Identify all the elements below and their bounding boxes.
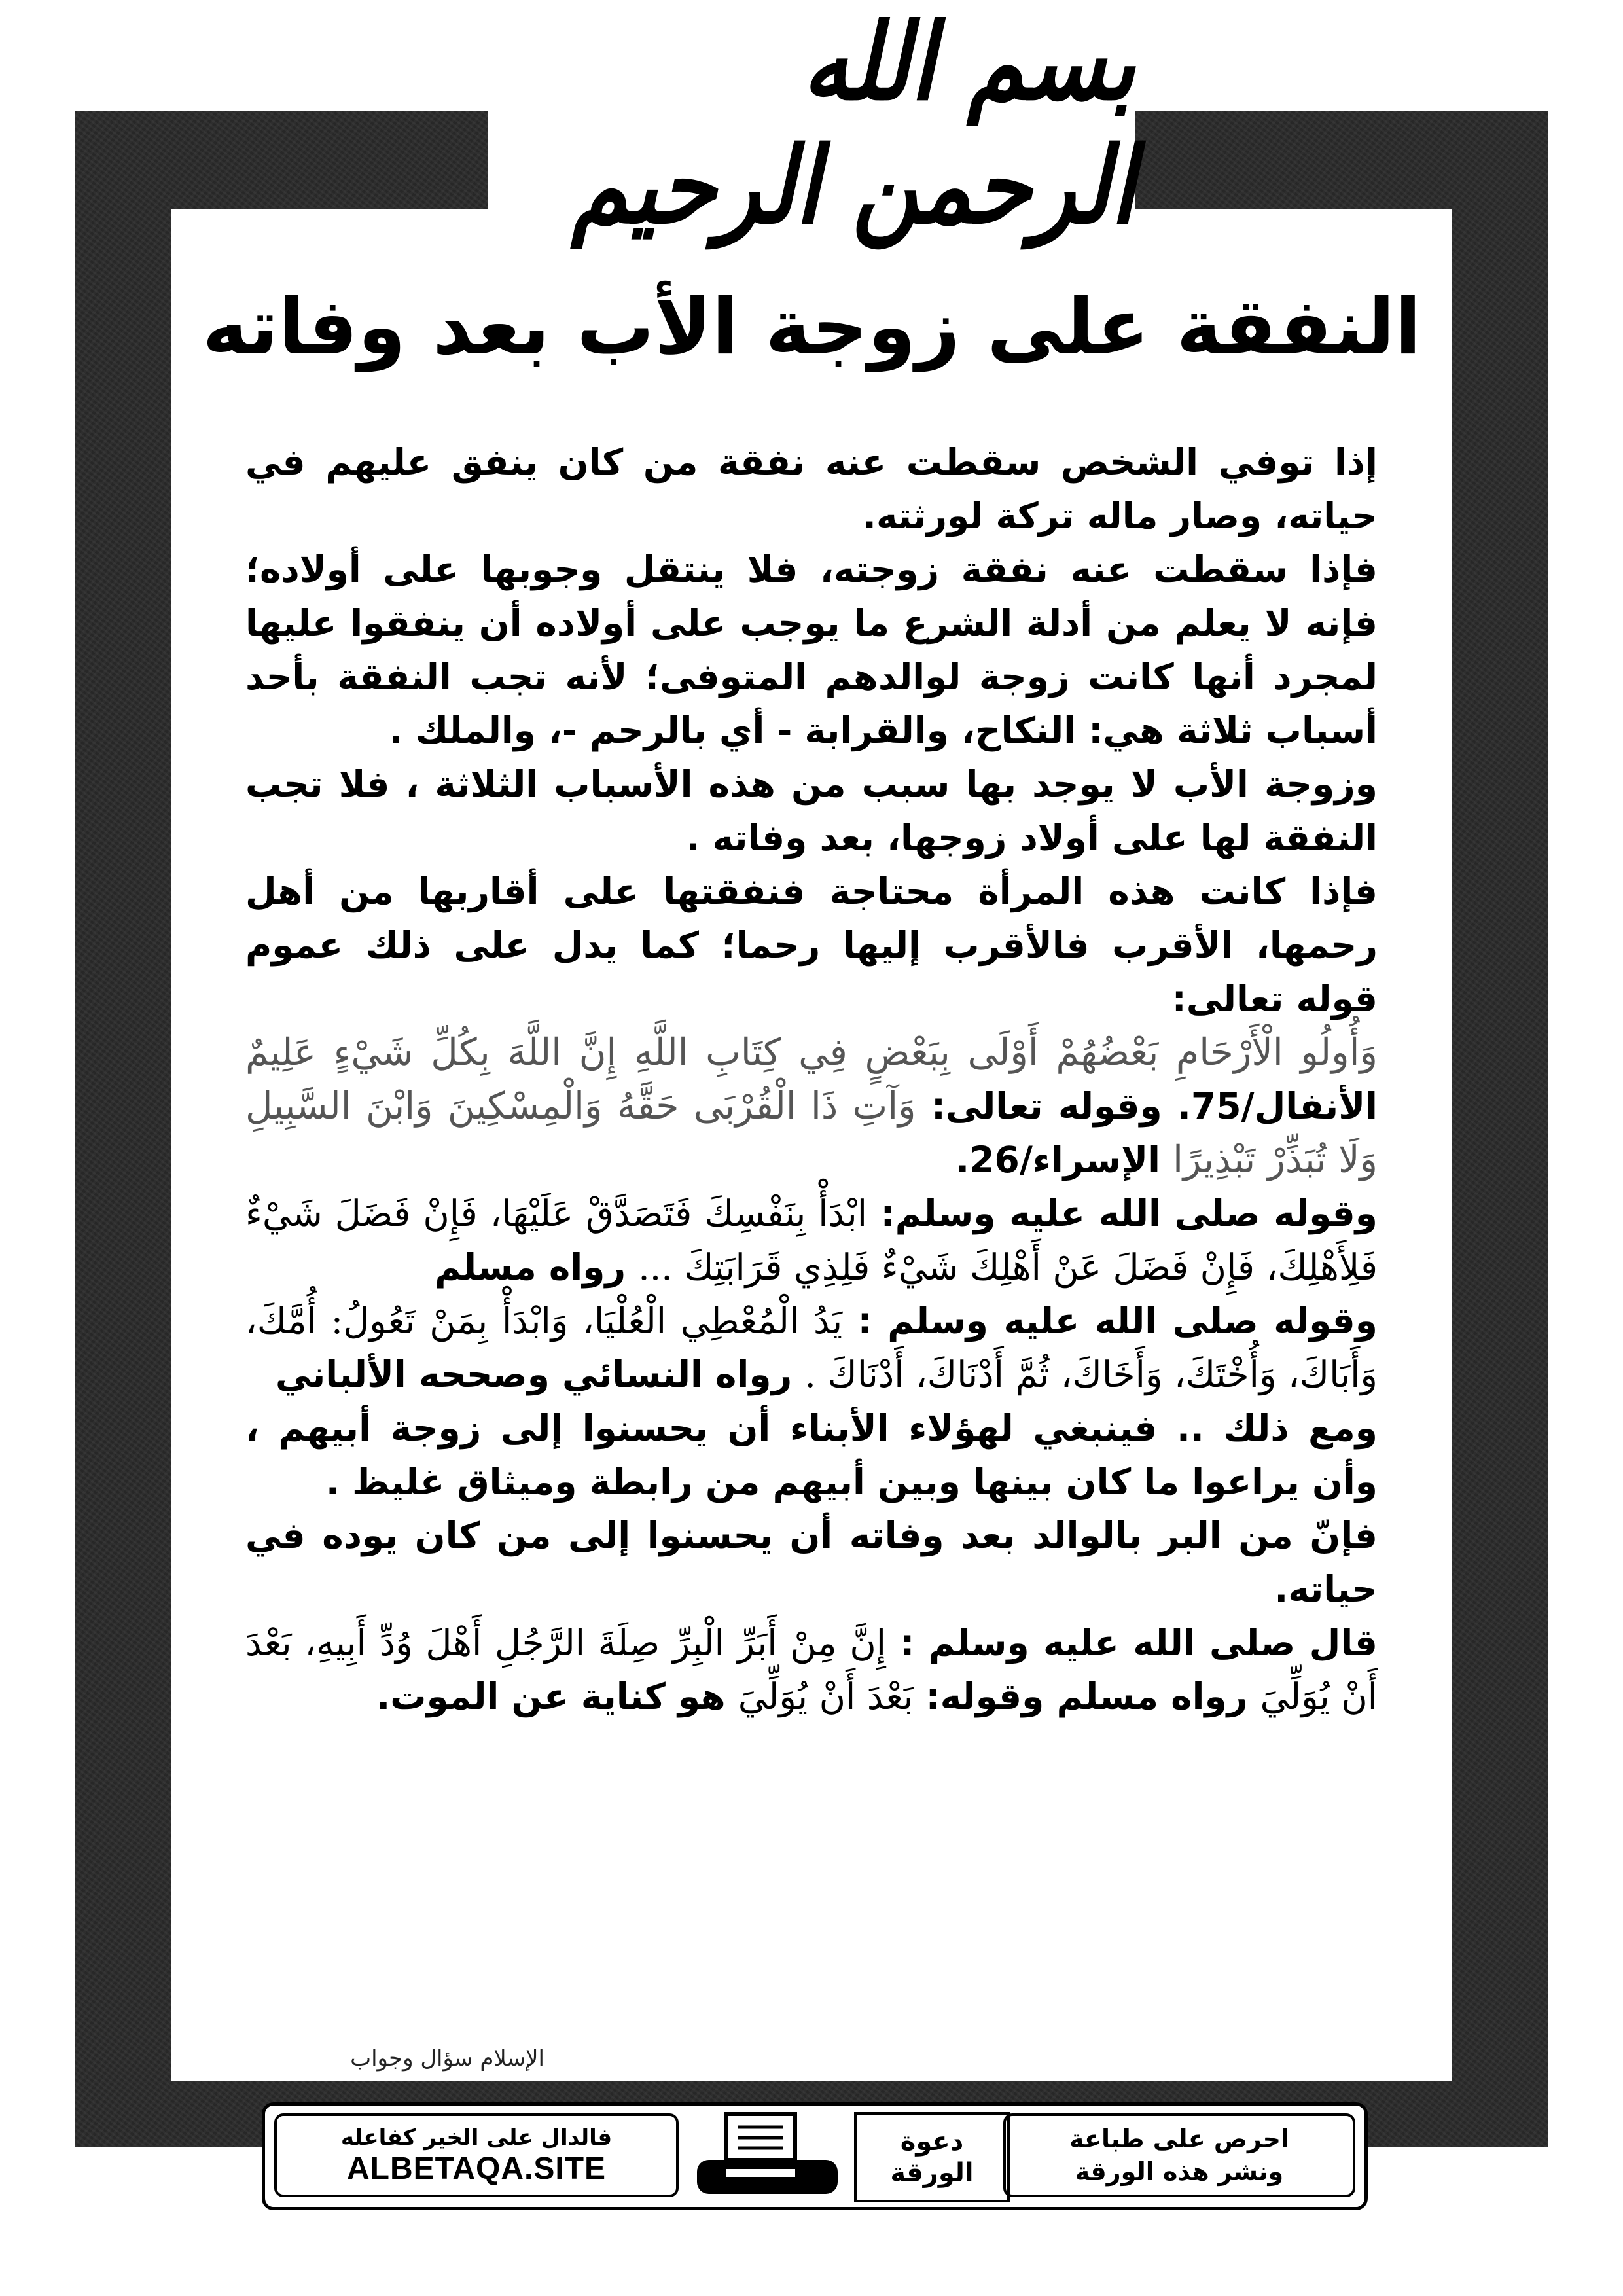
paragraph-7-quote: بَعْدَ أَنْ يُوَلِّيَ [738, 1676, 914, 1717]
footer-print-reminder [1003, 2113, 1355, 2197]
hadith-1-intro: وقوله صلى الله عليه وسلم: [880, 1193, 1378, 1234]
paragraph-3: وزوجة الأب لا يوجد بها سبب من هذه الأسباب الثلاثة ، فلا تجب النفقة لها على أولاد زوجها، بعد وفاته . [245, 763, 1378, 859]
printer-icon [690, 2109, 847, 2200]
hadith-3-source: رواه مسلم [1056, 1676, 1248, 1717]
hadith-2-block [245, 1294, 1378, 1401]
basmala-calligraphy [488, 1, 1135, 248]
paragraph-2: فإذا سقطت عنه نفقة زوجته، فلا ينتقل وجوبها على أولاده؛ فإنه لا يعلم من أدلة الشرع ما يوجب على أولاده أن ينفقوا عليها لمجرد أنها كانت زوجة لوالدهم المتوفى؛ لأنه تجب النفقة بأحد أسباب ثلاثة هي: النكاح، والقرابة - أي بالرحم -، والملك . [245, 548, 1378, 751]
page-title: النفقة على زوجة الأب بعد وفاته [202, 281, 1421, 372]
source-credit: الإسلام سؤال وجواب [350, 2045, 544, 2072]
paragraph-4: فإذا كانت هذه المرأة محتاجة فنفقتها على أقاربها من أهل رحمها، الأقرب فالأقرب إليها رحما؛ كما يدل على ذلك عموم قوله تعالى: [245, 870, 1378, 1020]
hadith-3-text: إِنَّ مِنْ أَبَرِّ الْبِرِّ صِلَةَ الرَّجُلِ أَهْلَ وُدِّ أَبِيهِ، بَعْدَ أَنْ يُوَلِّيَ [245, 1622, 1378, 1717]
hadith-2-text: يَدُ الْمُعْطِي الْعُلْيَا، وَابْدَأْ بِمَنْ تَعُولُ: أُمَّكَ، وَأَبَاكَ، وَأُخْتَكَ، وَأَخَاكَ، ثُمَّ أَدْنَاكَ، أَدْنَاكَ . [245, 1300, 1378, 1395]
logo-line-1: دعوة [900, 2126, 964, 2157]
footer-bar [262, 2102, 1368, 2210]
hadith-1-text: ابْدَأْ بِنَفْسِكَ فَتَصَدَّقْ عَلَيْهَا، فَإِنْ فَضَلَ شَيْءٌ فَلِأَهْلِكَ، فَإِنْ فَضَلَ عَنْ أَهْلِكَ شَيْءٌ فَلِذِي قَرَابَتِكَ ... [245, 1193, 1378, 1288]
paragraph-6: فإنّ من البر بالوالد بعد وفاته أن يحسنوا إلى من كان يوده في حياته. [245, 1515, 1378, 1610]
footer-website-link[interactable]: ALBETAQA.SITE [346, 2151, 607, 2186]
quran-ref-1: الأنفال/75. [1177, 1085, 1378, 1127]
hadith-2-intro: وقوله صلى الله عليه وسلم : [857, 1300, 1378, 1342]
and-his-saying: وقوله تعالى: [931, 1085, 1162, 1127]
hadith-1-block [245, 1187, 1378, 1294]
dawa-logo [854, 2112, 1010, 2202]
hadith-3-block [245, 1616, 1378, 1723]
paragraph-7-intro: وقوله: [925, 1676, 1044, 1717]
print-reminder-line-1: احرص على طباعة [1069, 2125, 1290, 2153]
hadith-3-intro: قال صلى الله عليه وسلم : [900, 1622, 1378, 1664]
paragraph-1: إذا توفي الشخص سقطت عنه نفقة من كان ينفق عليهم في حياته، وصار ماله تركة لورثته. [245, 441, 1378, 537]
footer-website-box [274, 2113, 679, 2197]
logo-line-2: الورقة [890, 2158, 974, 2188]
paragraph-7-rest: هو كناية عن الموت. [376, 1676, 726, 1717]
quran-block [245, 1026, 1378, 1187]
footer-motto: فالدال على الخير كفاعله [340, 2124, 613, 2151]
hadith-2-source: رواه النسائي وصححه الألباني [275, 1354, 793, 1395]
quran-ref-2: الإسراء/26. [955, 1139, 1160, 1181]
quran-verse-1: وَأُولُو الْأَرْحَامِ بَعْضُهُمْ أَوْلَى بِبَعْضٍ فِي كِتَابِ اللَّهِ إِنَّ اللَّهَ بِكُلِّ شَيْءٍ عَلِيمٌ [245, 1031, 1378, 1074]
quran-verse-2: وَآتِ ذَا الْقُرْبَى حَقَّهُ وَالْمِسْكِينَ وَابْنَ السَّبِيلِ وَلَا تُبَذِّرْ تَبْذِيرًا [245, 1085, 1378, 1181]
print-reminder-line-2: ونشر هذه الورقة [1075, 2157, 1284, 2186]
article-body [245, 435, 1378, 1723]
paragraph-5: ومع ذلك .. فينبغي لهؤلاء الأبناء أن يحسنوا إلى زوجة أبيهم ، وأن يراعوا ما كان بينها وبين أبيهم من رابطة وميثاق غليظ . [245, 1407, 1378, 1503]
basmala-text: بسم الله الرحمن الرحيم [571, 1, 1135, 248]
hadith-1-source: رواه مسلم [435, 1246, 626, 1288]
